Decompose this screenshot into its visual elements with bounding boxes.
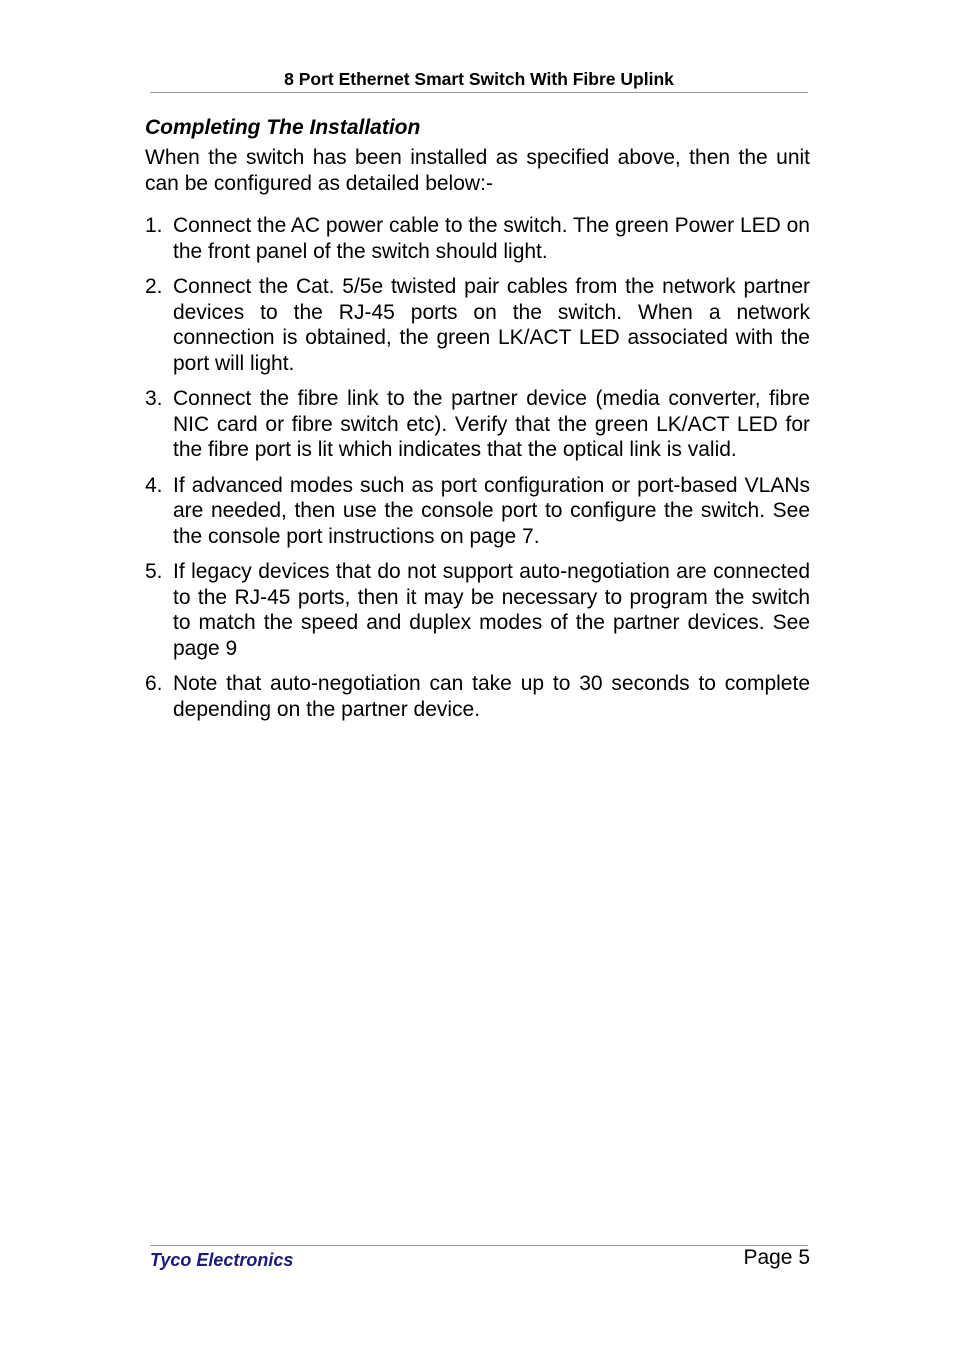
step-text: Connect the fibre link to the partner device (media converter, fibre NIC card or fibre switch etc). Verify that the green LK/ACT LED for the fibre port is lit which indicates that the optical link is valid.	[173, 387, 810, 461]
step-text: Connect the AC power cable to the switch. The green Power LED on the front panel of the switch should light.	[173, 214, 810, 263]
step-text: If advanced modes such as port configuration or port-based VLANs are needed, then use the console port to configure the switch. See the console port instructions on page 7.	[173, 473, 810, 548]
page-footer	[150, 1245, 808, 1272]
header-title: 8 Port Ethernet Smart Switch With Fibre Uplink	[284, 69, 674, 89]
list-item	[145, 671, 810, 722]
list-item	[145, 274, 810, 376]
list-item	[145, 386, 810, 463]
document-body	[145, 115, 810, 732]
step-text: If legacy devices that do not support auto-negotiation are connected to the RJ-45 ports, then it may be necessary to program the switch to match the speed and duplex modes of the partner devices. See page 9	[173, 560, 810, 660]
page-number: Page 5	[743, 1246, 810, 1269]
intro-paragraph: When the switch has been installed as specified above, then the unit can be configured as detailed below:-	[145, 146, 810, 195]
step-number: 5.	[145, 560, 163, 583]
step-number: 1.	[145, 214, 163, 237]
list-item	[145, 213, 810, 264]
page-header	[150, 68, 808, 93]
list-item	[145, 559, 810, 661]
footer-company-name: Tyco Electronics	[150, 1250, 294, 1270]
installation-steps-list	[145, 213, 810, 722]
list-item	[145, 473, 810, 550]
section-title: Completing The Installation	[145, 116, 421, 139]
step-text: Connect the Cat. 5/5e twisted pair cables from the network partner devices to the RJ-45 ports on the switch. When a network connection is obtained, the green LK/ACT LED associated with the port will light.	[173, 275, 810, 375]
step-text: Note that auto-negotiation can take up to 30 seconds to complete depending on the partner device.	[173, 672, 810, 721]
step-number: 4.	[145, 473, 163, 497]
step-number: 6.	[145, 672, 163, 695]
step-number: 3.	[145, 387, 163, 410]
step-number: 2.	[145, 275, 163, 298]
